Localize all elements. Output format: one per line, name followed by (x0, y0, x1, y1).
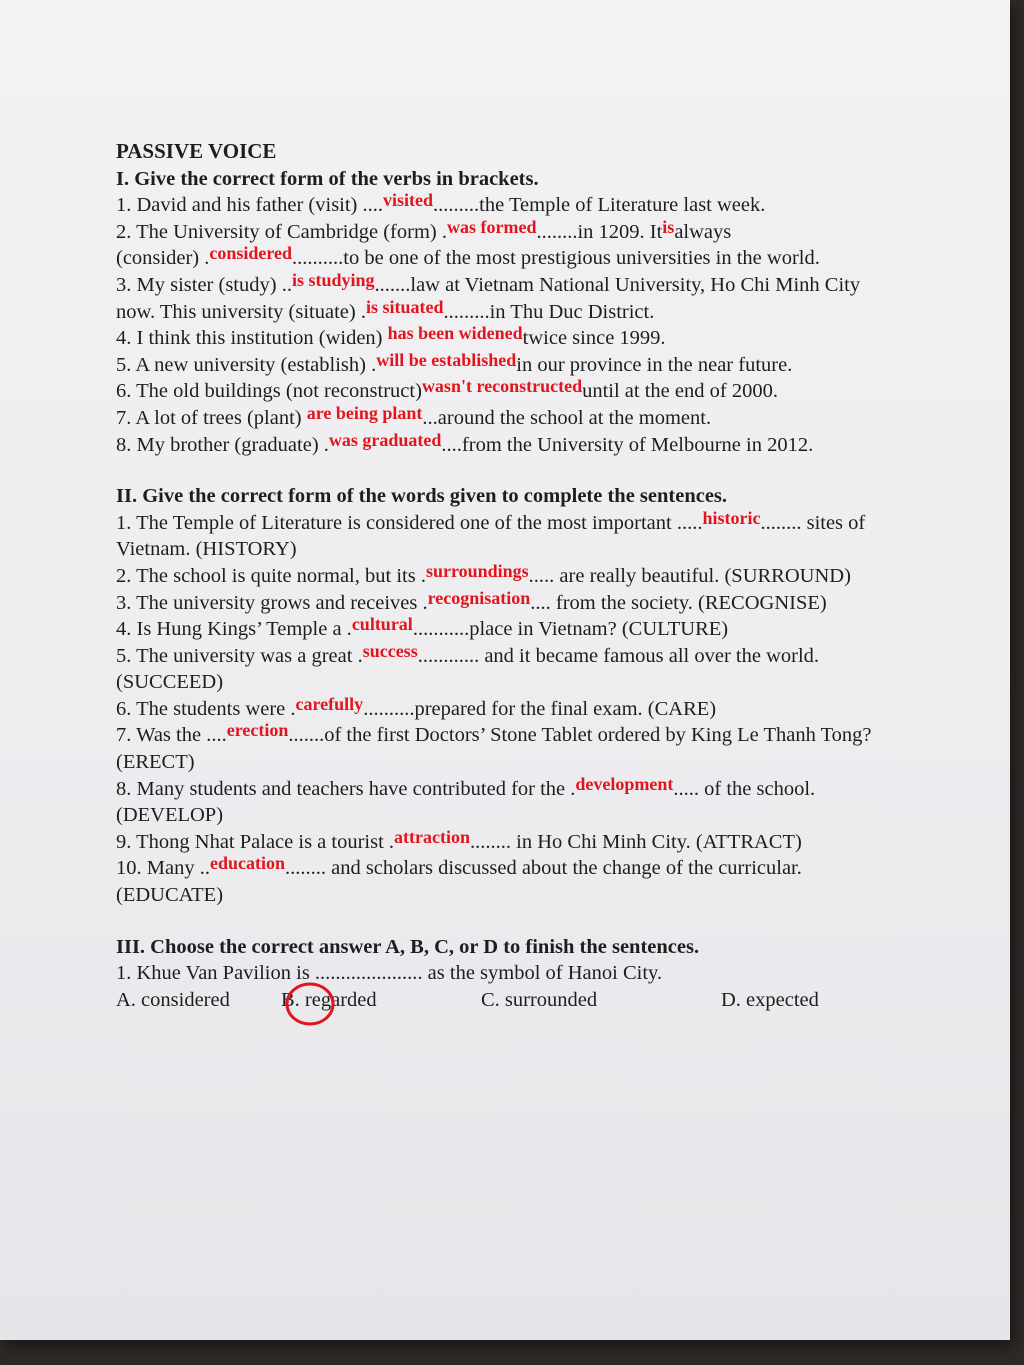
s1-q5-rest: in our province in the near future. (516, 353, 793, 376)
s2-q8-answer: development (575, 773, 674, 794)
s1-q2-mid-1: ........in 1209. It (536, 220, 663, 243)
s2-question-5 (116, 640, 888, 696)
s1-question-4 (116, 325, 888, 352)
s2-q9-answer: attraction (394, 826, 471, 847)
s1-question-1 (116, 192, 888, 219)
s2-q1-rest: ........ sites of Vietnam. (HISTORY) (116, 511, 866, 561)
s1-q4-answer: has been widened (387, 323, 523, 344)
option-c: C. surrounded (481, 988, 598, 1011)
s2-q1-prompt: 1. The Temple of Literature is considered one of the most important ..... (116, 511, 703, 534)
s2-q7-answer: erection (226, 720, 289, 741)
s2-question-6 (116, 693, 888, 723)
s2-q10-rest: ........ and scholars discussed about the change of the curricular. (EDUCATE) (116, 857, 802, 907)
s2-q5-rest: ............ and it became famous all over the world. (SUCCEED) (116, 644, 820, 694)
s1-q7-prompt: 7. A lot of trees (plant) (116, 406, 307, 429)
s2-q6-prompt: 6. The students were . (116, 697, 296, 720)
s1-q1-prompt: 1. David and his father (visit) .... (116, 194, 384, 217)
section-2-heading: II. Give the correct form of the words given to complete the sentences. (116, 485, 728, 508)
s2-question-1 (116, 507, 888, 563)
option-a: A. considered (116, 988, 230, 1011)
s2-q6-answer: carefully (295, 693, 364, 714)
option-b (281, 987, 481, 1014)
s1-q2-mid-3: (consider) . (116, 247, 210, 270)
section-gap (116, 909, 888, 934)
s1-q1-rest: .........the Temple of Literature last week. (433, 194, 766, 217)
s2-question-4 (116, 616, 888, 643)
section-3-heading: III. Choose the correct answer A, B, C, or D to finish the sentences. (116, 935, 700, 958)
s1-question-7 (116, 402, 888, 432)
s2-q3-answer: recognisation (427, 587, 531, 608)
s1-q6-answer: wasn't reconstructed (421, 376, 583, 397)
s2-q2-answer: surroundings (425, 560, 529, 581)
s2-q4-answer: cultural (351, 614, 413, 635)
s1-q2-mid-2: always (674, 220, 732, 243)
s2-question-2 (116, 560, 888, 590)
s1-question-3 (116, 269, 888, 325)
s1-question-6 (116, 378, 888, 405)
s2-q5-answer: success (362, 640, 418, 661)
s2-q3-rest: .... from the society. (RECOGNISE) (530, 591, 827, 614)
s1-q8-answer: was graduated (328, 429, 442, 450)
s1-q3-rest: .........in Thu Duc District. (443, 300, 655, 323)
s2-q7-rest: .......of the first Doctors’ Stone Tablet ordered by King Le Thanh Tong? (ERECT) (116, 724, 872, 774)
s2-q8-prompt: 8. Many students and teachers have contributed for the . (116, 777, 576, 800)
s2-q9-prompt: 9. Thong Nhat Palace is a tourist . (116, 830, 395, 853)
page-title: PASSIVE VOICE (116, 139, 277, 163)
s3-question-1: 1. Khue Van Pavilion is ..................... as the symbol of Hanoi City. (116, 962, 663, 985)
s1-q2-answer-1: was formed (446, 216, 537, 237)
s1-question-5 (116, 349, 888, 379)
s1-q2-answer-2: is (662, 216, 675, 237)
s2-q5-prompt: 5. The university was a great . (116, 644, 363, 667)
s2-q1-answer: historic (702, 507, 761, 528)
s2-q2-prompt: 2. The school is quite normal, but its . (116, 564, 426, 587)
s1-q2-prompt: 2. The University of Cambridge (form) . (116, 220, 447, 243)
s2-question-3 (116, 587, 888, 617)
s3-q1-options (116, 987, 888, 1014)
s1-q1-answer: visited (383, 190, 434, 211)
s2-q2-rest: ..... are really beautiful. (SURROUND) (528, 564, 851, 587)
s1-q5-prompt: 5. A new university (establish) . (116, 353, 377, 376)
s1-q8-rest: ....from the University of Melbourne in 2012. (441, 433, 814, 456)
s1-q4-rest: twice since 1999. (522, 327, 666, 350)
s2-question-10 (116, 855, 888, 908)
s1-q3-answer-1: is studying (291, 269, 375, 290)
s2-q3-prompt: 3. The university grows and receives . (116, 591, 428, 614)
s2-q4-prompt: 4. Is Hung Kings’ Temple a . (116, 618, 352, 641)
s1-q7-answer: are being plant (306, 402, 423, 423)
s1-q7-rest: ...around the school at the moment. (422, 406, 712, 429)
section-1-heading: I. Give the correct form of the verbs in brackets. (116, 167, 539, 190)
s2-q4-rest: ...........place in Vietnam? (CULTURE) (412, 618, 729, 641)
s1-q4-prompt: 4. I think this institution (widen) (116, 327, 388, 350)
section-gap (116, 458, 888, 483)
s2-q8-rest: ..... of the school. (DEVELOP) (116, 777, 816, 827)
s1-q6-prompt: 6. The old buildings (not reconstruct) (116, 380, 422, 403)
option-d: D. expected (721, 988, 819, 1011)
s1-q6-rest: until at the end of 2000. (582, 380, 778, 403)
s1-q3-mid: .......law at Vietnam National University, Ho Chi Minh City now. This university (situate) . (116, 273, 861, 323)
worksheet-content (116, 138, 888, 1013)
s1-question-2 (116, 216, 888, 272)
s1-q3-prompt: 3. My sister (study) .. (116, 273, 292, 296)
s2-question-9 (116, 826, 888, 856)
s1-q5-answer: will be established (376, 349, 517, 370)
s2-q7-prompt: 7. Was the .... (116, 724, 227, 747)
s1-q3-answer-2: is situated (365, 296, 444, 317)
s1-q8-prompt: 8. My brother (graduate) . (116, 433, 329, 456)
s2-question-8 (116, 773, 888, 829)
s1-q2-rest: ..........to be one of the most prestigious universities in the world. (292, 247, 820, 270)
s2-q10-answer: education (209, 853, 285, 874)
s2-q10-prompt: 10. Many .. (116, 857, 210, 880)
s2-q6-rest: ..........prepared for the final exam. (CARE) (363, 697, 717, 720)
s1-question-8 (116, 429, 888, 459)
s2-q9-rest: ........ in Ho Chi Minh City. (ATTRACT) (470, 830, 802, 853)
s1-q2-answer-3: considered (209, 243, 293, 264)
option-b-label: B. regarded (281, 988, 377, 1011)
s2-question-7 (116, 722, 888, 775)
